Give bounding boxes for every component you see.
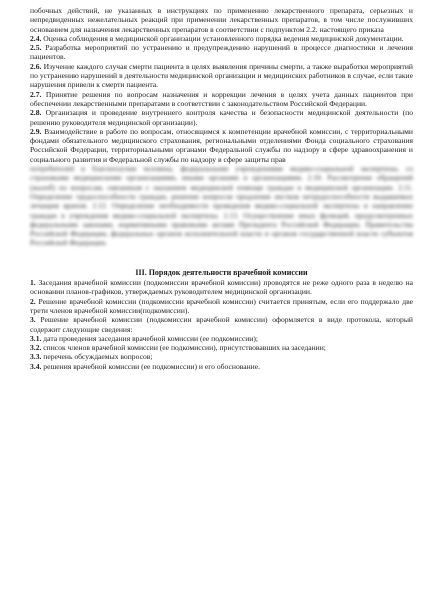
paragraph-text: Изучение каждого случая смерти пациента в целях выявления причины смерти, а также выработки мероприятий по устранению нарушений в деятельности медицинской организации и медицинских работников в случае, если такие нарушения привели к смерти пациента.: [30, 61, 413, 90]
section-title: III. Порядок деятельности врачебной комиссии: [135, 267, 308, 277]
paragraph-text: Решение врачебной комиссии (подкомиссии врачебной комиссии) оформляется в виде протокола, который содержит следующие сведения:: [30, 315, 413, 334]
paragraph-number: 2.7.: [30, 89, 42, 99]
paragraph-text: Принятие решения по вопросам назначения и коррекции лечения в целях учета данных пациентов при обеспечении лекарственными препаратами в соответствии с законодательством Российской Федерации.: [30, 89, 413, 108]
paragraph-number: 2.: [30, 296, 36, 306]
paragraph-number: 1.: [30, 278, 36, 288]
paragraph-3-3: [30, 315, 413, 334]
paragraph-number: 2.6.: [30, 61, 42, 71]
list-item-3-4: [30, 362, 413, 371]
paragraph-number: 3.1.: [30, 333, 42, 343]
paragraph-2-6: [30, 62, 413, 90]
paragraph-text: решения врачебной комиссии (ее подкомиссии) и его обоснование.: [41, 361, 260, 371]
paragraph-number: 2.8.: [30, 108, 42, 118]
paragraph-2-8: [30, 108, 413, 127]
paragraph-text: дата проведения заседания врачебной комиссии (ее подкомиссии);: [41, 333, 259, 343]
paragraph-2-4: [30, 34, 413, 43]
paragraph-text: список членов врачебной комиссии (ее подкомиссии), присутствовавших на заседании;: [41, 343, 326, 353]
paragraph-number: 3.2.: [30, 343, 42, 353]
paragraph-text: Заседания врачебной комиссии (подкомиссии врачебной комиссии) проводятся не реже одного раза в неделю на основании планов-графиков, утверждаемых руководителем медицинской организации.: [30, 278, 413, 297]
paragraph-text: Решение врачебной комиссии (подкомиссии врачебной комиссии) считается принятым, если его поддержало две трети членов врачебной комиссии(подкомиссии).: [30, 296, 413, 315]
paragraph-number: 3.4.: [30, 361, 42, 371]
paragraph-3-1: [30, 278, 413, 297]
blurred-text-block: потребителей и благополучия человека, федеральными учреждениями медико-социальной экспертизы, со страховыми медицинскими организациями, иными органами и организациями. 2.10. Рассмотрение обращений (жалоб) по вопросам, связанным с оказанием медицинской помощи граждан в медицинской организации. 2.11. Определение трудоспособности граждан, решение вопросов продления листков нетрудоспособности выдаваемых лечащим врачом. 2.12. Определение необходимости проведения медико-социальной экспертизы и направление граждан в учреждения медико-социальной экспертизы. 2.13. Осуществление иных функций, предусмотренных федеральными законами, нормативными правовыми актами Президента Российской Федерации, Правительства Российской Федерации, федеральных органов исполнительной власти и органов государственной власти субъектов Российской Федерации.: [30, 164, 413, 248]
paragraph-continuation: [30, 6, 413, 34]
paragraph-2-9: [30, 127, 413, 164]
paragraph-number: 2.4.: [30, 33, 42, 43]
paragraph-text: побочных действий, не указанных в инструкциях по применению лекарственного препарата, серьезных и непредвиденных нежелательных реакций при применении лекарственных препаратов, в том числе послуживших основанием для назначения лекарственных препаратов в соответствии с подпунктом 2.2. настоящего приказа: [30, 6, 413, 34]
paragraph-3-2: [30, 297, 413, 316]
paragraph-text: Взаимодействие в работе по вопросам, относящимся к компетенции врачебной комиссии, с территориальными фондами обязательного медицинского страхования, региональными отделениями Фонда социального страхования Российской Федерации, территориальными органами Федеральной службы по надзору в сфере здравоохранения и социального развития и Федеральной службы по надзору в сфере защиты прав: [30, 126, 413, 164]
paragraph-2-7: [30, 90, 413, 109]
paragraph-number: 3.: [30, 315, 36, 325]
paragraph-text: Оценка соблюдения в медицинской организации установленного порядка ведения медицинской документации.: [41, 33, 404, 43]
paragraph-number: 3.3.: [30, 352, 42, 362]
paragraph-2-5: [30, 43, 413, 62]
list-item-3-1: [30, 334, 413, 343]
list-item-3-2: [30, 343, 413, 352]
paragraph-number: 2.5.: [30, 43, 42, 53]
paragraph-text: перечень обсуждаемых вопросов;: [41, 352, 153, 362]
paragraph-text: Организация и проведение внутреннего контроля качества и безопасности медицинской деятельности (по решению руководителя медицинской организации).: [30, 108, 413, 127]
paragraph-text: Разработка мероприятий по устранению и предупреждению нарушений в процессе диагностики и лечения пациентов.: [30, 43, 413, 62]
list-item-3-3: [30, 352, 413, 361]
paragraph-number: 2.9.: [30, 126, 42, 136]
